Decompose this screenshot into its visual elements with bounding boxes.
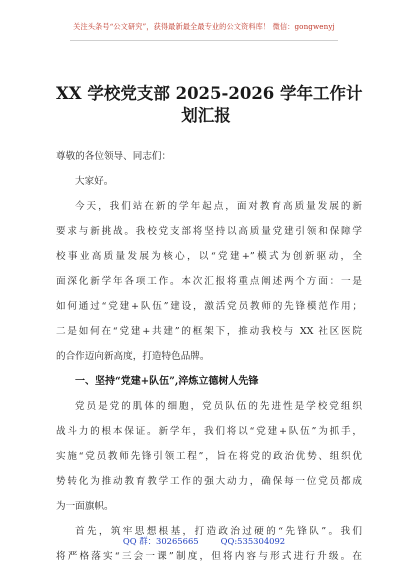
paragraph-line: 如何通过“党建+队伍”建设，激活党员教师的先锋模范作用； (56, 301, 362, 312)
footer-qq-group: QQ 群：30265665 (122, 536, 199, 546)
paragraph-line: 的合作迈向新高度，打造特色品牌。 (56, 351, 210, 362)
paragraph-line: 要求与新挑战。我校党支部将坚持以高质量党建引领和保障学 (56, 226, 362, 237)
header-banner: 关注头条号“公文研究”，获得最新最全最专业的公文资料库！ 微信：gongwenyj (73, 22, 335, 31)
paragraph-line: 为一面旗帜。 (56, 501, 114, 512)
footer-contact (0, 535, 408, 547)
paragraph-line: 二是如何在“党建+共建”的框架下，推动我校与 XX 社区医院 (56, 326, 362, 337)
paragraph-line: 实施“党员教师先锋引领工程”，旨在将党的政治优势、组织优 (56, 451, 362, 462)
paragraph-line: 势转化为推动教育教学工作的强大动力，确保每一位党员都成 (56, 476, 362, 487)
paragraph-line: 首先，筑牢思想根基，打造政治过硬的“先锋队”。我们 (75, 526, 362, 537)
greeting: 大家好。 (75, 176, 114, 187)
salutation: 尊敬的各位领导、同志们： (56, 151, 172, 162)
document-title (56, 83, 363, 127)
title-line: XX 学校党支部 2025-2026 学年工作计 (56, 84, 363, 103)
paragraph-line: 今天，我们站在新的学年起点，面对教育高质量发展的新 (75, 201, 362, 212)
title-line: 划汇报 (181, 106, 231, 125)
paragraph-line: 面深化新学年各项工作。本次汇报将重点阐述两个方面：一是 (56, 276, 362, 287)
paragraph-line: 战斗力的根本保证。新学年，我们将以“党建+队伍”为抓手， (56, 426, 362, 437)
header-divider (70, 40, 338, 41)
paragraph-line: 将严格落实“三会一课”制度，但将内容与形式进行升级。在 (56, 551, 362, 562)
section-heading: 一、坚持“党建+队伍”,淬炼立德树人先锋 (75, 376, 259, 387)
footer-qq: QQ:535304092 (220, 536, 286, 546)
paragraph-line: 校事业高质量发展为核心，以“党建+”模式为创新驱动，全 (56, 251, 362, 262)
paragraph-line: 党员是党的肌体的细胞，党员队伍的先进性是学校党组织 (75, 401, 362, 412)
